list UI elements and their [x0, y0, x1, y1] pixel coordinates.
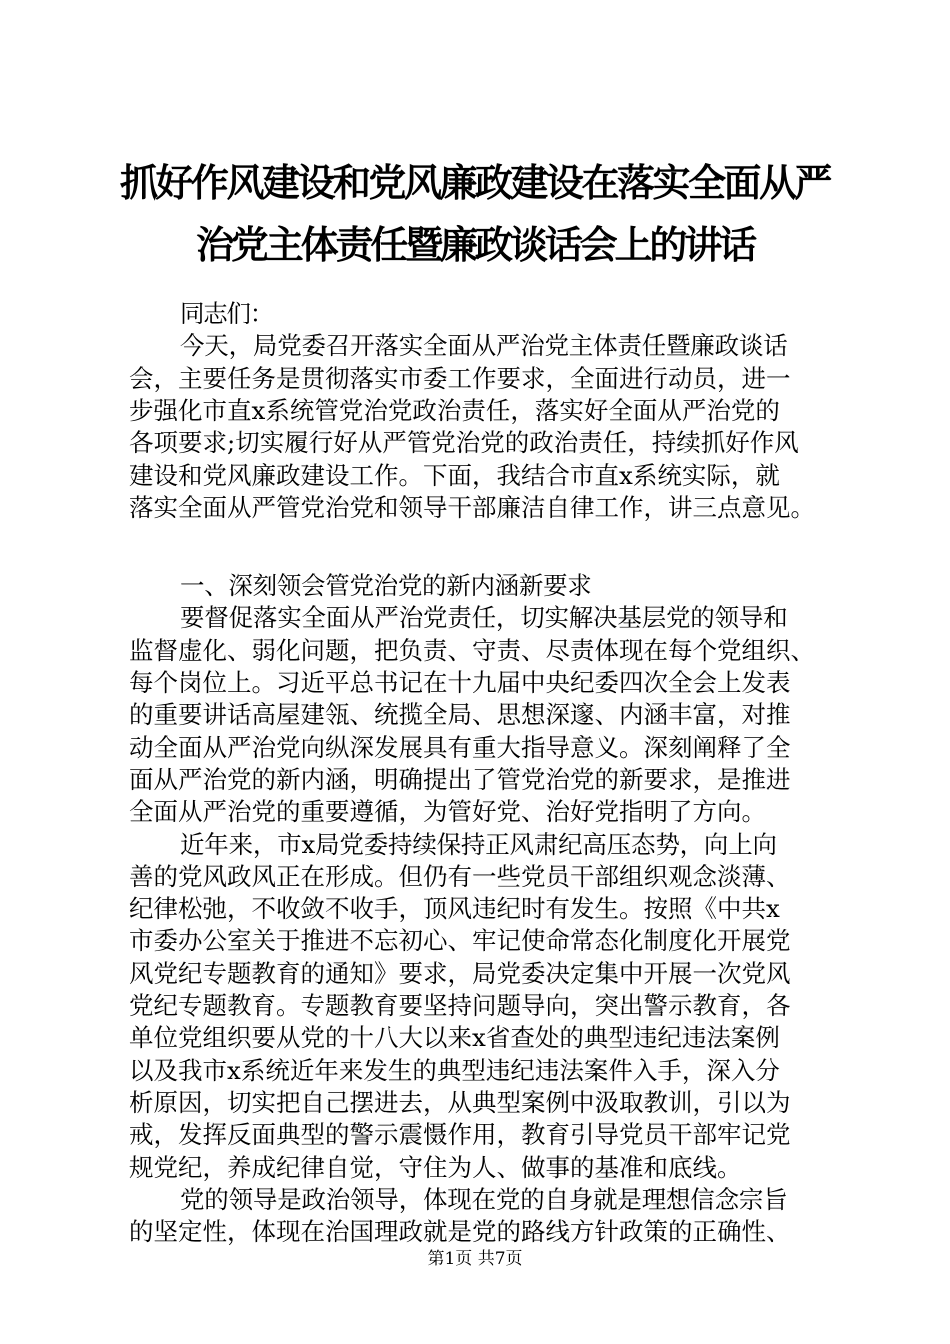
- body-line: 同志们：: [180, 299, 273, 328]
- body-line: 析原因，切实把自己摆进去，从典型案例中汲取教训，引以为: [129, 1087, 791, 1117]
- body-line: 单位党组织要从党的十八大以来x省查处的典型违纪违法案例: [129, 1023, 780, 1053]
- body-line: 党的领导是政治领导，体现在党的自身就是理想信念宗旨: [180, 1184, 788, 1214]
- body-line: 风党纪专题教育的通知》要求，局党委决定集中开展一次党风: [129, 958, 791, 988]
- body-line: 动全面从严治党向纵深发展具有重大指导意义。深刻阐释了全: [129, 732, 791, 762]
- body-line: 今天，局党委召开落实全面从严治党主体责任暨廉政谈话: [180, 331, 788, 361]
- body-line: 各项要求;切实履行好从严管党治党的政治责任，持续抓好作风: [129, 428, 799, 458]
- body-line: 党纪专题教育。专题教育要坚持问题导向，突出警示教育，各: [129, 991, 791, 1020]
- body-line: 要督促落实全面从严治党责任，切实解决基层党的领导和: [180, 603, 788, 633]
- body-line: 戒，发挥反面典型的警示震慑作用，教育引导党员干部牢记党: [129, 1120, 791, 1150]
- body-line: 善的党风政风正在形成。但仍有一些党员干部组织观念淡薄、: [129, 861, 791, 891]
- document-title-line-1: 抓好作风建设和党风廉政建设在落实全面从严: [119, 160, 830, 205]
- body-line: 每个岗位上。习近平总书记在十九届中央纪委四次全会上发表: [129, 668, 791, 697]
- body-line: 以及我市x系统近年来发生的典型违纪违法案件入手，深入分: [129, 1055, 780, 1085]
- body-line: 规党纪，养成纪律自觉，守住为人、做事的基准和底线。: [129, 1152, 742, 1182]
- body-line: 纪律松弛，不收敛不收手，顶风违纪时有发生。按照《中共x: [129, 894, 780, 924]
- body-line: 监督虚化、弱化问题，把负责、守责、尽责体现在每个党组织、: [129, 635, 815, 665]
- body-line: 一、深刻领会管党治党的新内涵新要求: [180, 571, 592, 601]
- body-line: 落实全面从严管党治党和领导干部廉洁自律工作，讲三点意见。: [129, 492, 815, 522]
- body-line: 近年来，市x局党委持续保持正风肃纪高压态势，向上向: [180, 829, 777, 859]
- body-line: 面从严治党的新内涵，明确提出了管党治党的新要求，是推进: [129, 764, 791, 794]
- body-line: 的坚定性，体现在治国理政就是党的路线方针政策的正确性、: [129, 1217, 791, 1247]
- body-line: 的重要讲话高屋建瓴、统揽全局、思想深邃、内涵丰富，对推: [129, 700, 791, 730]
- body-line: 市委办公室关于推进不忘初心、牢记使命常态化制度化开展党: [129, 926, 791, 956]
- page-footer: 第1页 共7页: [427, 1249, 523, 1269]
- body-line: 建设和党风廉政建设工作。下面，我结合市直x系统实际，就: [129, 460, 780, 490]
- body-line: 会，主要任务是贯彻落实市委工作要求，全面进行动员，进一: [129, 363, 791, 393]
- document-title-line-2: 治党主体责任暨廉政谈话会上的讲话: [195, 222, 754, 267]
- body-line: 全面从严治党的重要遵循，为管好党、治好党指明了方向。: [129, 797, 766, 827]
- body-line: 步强化市直x系统管党治党政治责任，落实好全面从严治党的: [129, 395, 780, 425]
